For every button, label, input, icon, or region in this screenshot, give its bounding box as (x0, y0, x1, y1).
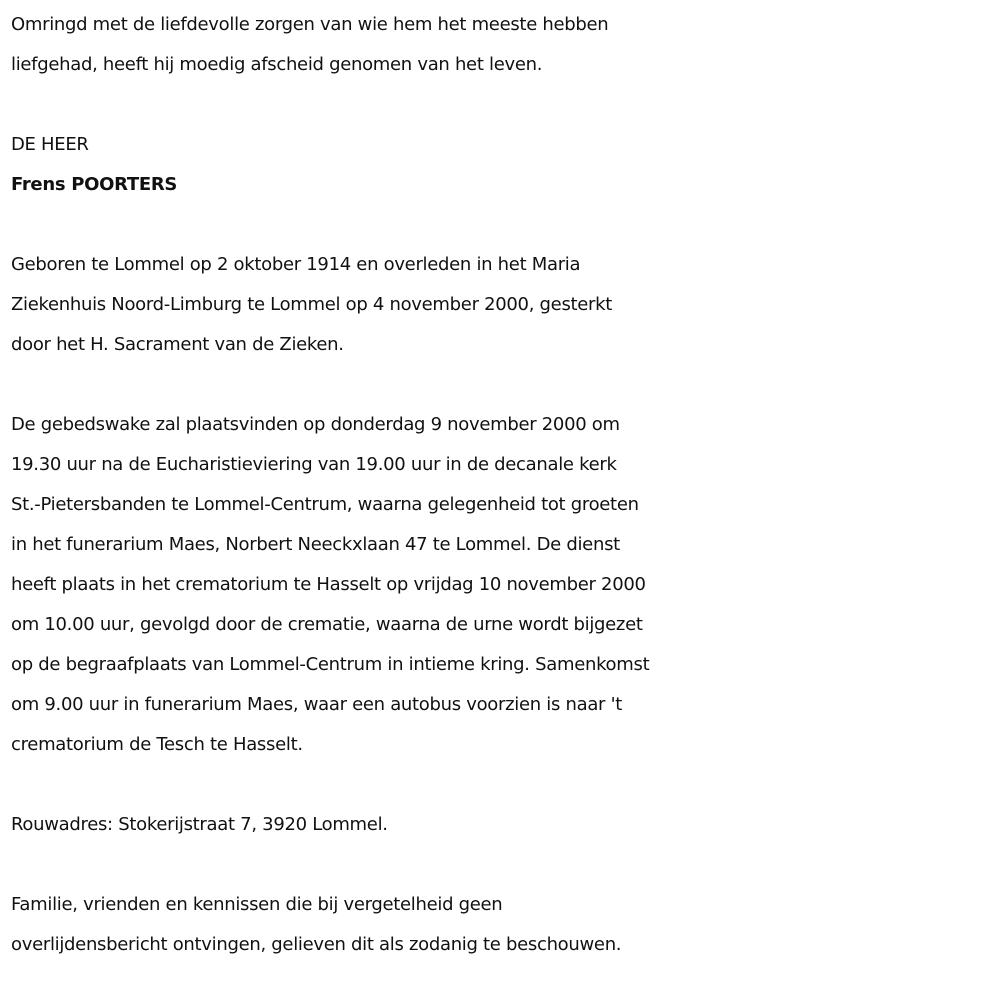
intro-line: Omringd met de liefdevolle zorgen van wie hem het meeste hebben (11, 14, 609, 35)
address-paragraph (11, 805, 990, 845)
birth-paragraph (11, 245, 990, 365)
ceremony-paragraph (11, 405, 990, 765)
title-block (11, 125, 990, 205)
birth-line: Geboren te Lommel op 2 oktober 1914 en overleden in het Maria (11, 254, 581, 275)
ceremony-line: heeft plaats in het crematorium te Hasselt op vrijdag 10 november 2000 (11, 574, 646, 595)
intro-line: liefgehad, heeft hij moedig afscheid genomen van het leven. (11, 54, 543, 75)
ceremony-line: om 9.00 uur in funerarium Maes, waar een autobus voorzien is naar 't (11, 694, 622, 715)
title-prefix: DE HEER (11, 134, 89, 155)
spacer (11, 765, 990, 805)
deceased-name: Frens POORTERS (11, 174, 178, 195)
intro-paragraph (11, 5, 990, 85)
closing-paragraph (11, 885, 990, 965)
closing-line: Familie, vrienden en kennissen die bij vergetelheid geen (11, 894, 503, 915)
ceremony-line: op de begraafplaats van Lommel-Centrum in intieme kring. Samenkomst (11, 654, 650, 675)
spacer (11, 205, 990, 245)
spacer (11, 365, 990, 405)
spacer (11, 85, 990, 125)
ceremony-line: om 10.00 uur, gevolgd door de crematie, waarna de urne wordt bijgezet (11, 614, 643, 635)
ceremony-line: crematorium de Tesch te Hasselt. (11, 734, 303, 755)
ceremony-line: in het funerarium Maes, Norbert Neeckxlaan 47 te Lommel. De dienst (11, 534, 620, 555)
ceremony-line: St.-Pietersbanden te Lommel-Centrum, waarna gelegenheid tot groeten (11, 494, 639, 515)
birth-line: door het H. Sacrament van de Zieken. (11, 334, 344, 355)
ceremony-line: De gebedswake zal plaatsvinden op donderdag 9 november 2000 om (11, 414, 620, 435)
closing-line: overlijdensbericht ontvingen, gelieven dit als zodanig te beschouwen. (11, 934, 622, 955)
ceremony-line: 19.30 uur na de Eucharistieviering van 19.00 uur in de decanale kerk (11, 454, 617, 475)
mourning-address: Rouwadres: Stokerijstraat 7, 3920 Lommel. (11, 814, 388, 835)
spacer (11, 845, 990, 885)
birth-line: Ziekenhuis Noord-Limburg te Lommel op 4 november 2000, gesterkt (11, 294, 613, 315)
